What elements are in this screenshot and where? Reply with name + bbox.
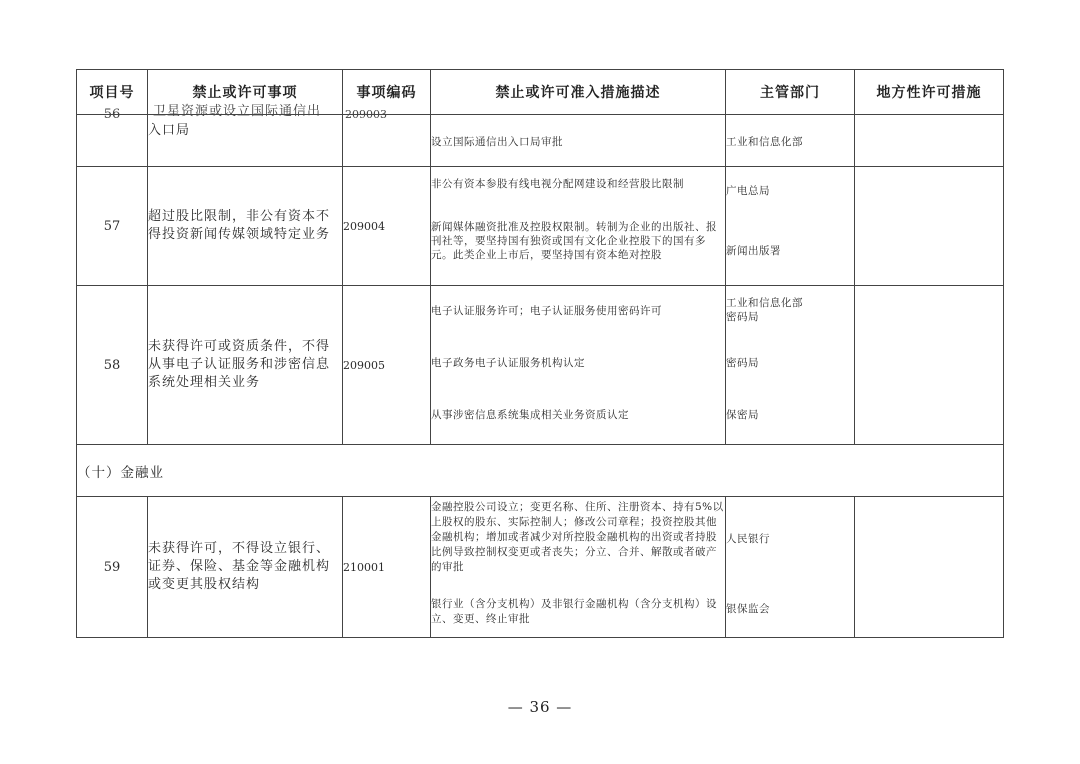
- header-item-code: 事项编码: [343, 70, 431, 115]
- table-row: [77, 286, 1004, 445]
- row-item: 未获得许可或资质条件，不得从事电子认证服务和涉密信息系统处理相关业务: [148, 286, 343, 445]
- measure-description: [431, 115, 726, 167]
- header-local-measures: 地方性许可措施: [855, 70, 1004, 115]
- table-row: [77, 497, 1004, 638]
- permit-table: [76, 69, 1004, 638]
- measure-description-text: 非公有资本参股有线电视分配网建设和经营股比限制: [431, 178, 684, 190]
- measure-description-text: 金融控股公司设立；变更名称、住所、注册资本、持有5%以上股权的股东、实际控制人；修改公司章程；投资控股其他金融机构；增加或者减少对所控股金融机构的出资或者持股比例导致控制权变更或者丧失；分立、合并、解散或者破产的审批: [431, 501, 724, 573]
- measure-description: [431, 167, 726, 286]
- row-item-clipped-text: 卫星资源或设立国际通信出: [153, 104, 322, 119]
- department: [726, 497, 855, 638]
- header-measure-description: 禁止或许可准入措施描述: [431, 70, 726, 115]
- row-number: 58: [77, 286, 148, 445]
- measure-description-text: 新闻媒体融资批准及控股权限制。转制为企业的出版社、报刊社等，要坚持国有独资或国有文化企业控股下的国有多元。此类企业上市后，要坚持国有资本绝对控股: [431, 221, 717, 261]
- row-code: 210001: [343, 497, 431, 638]
- row-code: 209004: [343, 167, 431, 286]
- department: [726, 167, 855, 286]
- local-measures: [855, 167, 1004, 286]
- local-measures: [855, 497, 1004, 638]
- row-item: 未获得许可，不得设立银行、证券、保险、基金等金融机构或变更其股权结构: [148, 497, 343, 638]
- local-measures: [855, 286, 1004, 445]
- measure-description-text: 银行业（含分支机构）及非银行金融机构（含分支机构）设立、变更、终止审批: [431, 598, 717, 625]
- measure-description-text: 从事涉密信息系统集成相关业务资质认定: [431, 409, 629, 421]
- measure-description-text: 设立国际通信出入口局审批: [431, 135, 563, 148]
- measure-description-text: 电子认证服务许可；电子认证服务使用密码许可: [431, 305, 662, 317]
- department: [726, 286, 855, 445]
- header-item: 禁止或许可事项: [148, 70, 343, 115]
- row-item: 超过股比限制，非公有资本不得投资新闻传媒领域特定业务: [148, 167, 343, 286]
- row-number: 57: [77, 167, 148, 286]
- page-number: — 36 —: [507, 698, 573, 716]
- department-text: 工业和信息化部 密码局: [726, 297, 803, 323]
- table-row: [77, 167, 1004, 286]
- measure-description-text: 电子政务电子认证服务机构认定: [431, 357, 585, 369]
- measure-description: [431, 286, 726, 445]
- measure-description: [431, 497, 726, 638]
- header-project-number: 项目号: [77, 70, 148, 115]
- row-item-text: 入口局: [148, 123, 191, 138]
- department-text: 人民银行: [726, 533, 770, 545]
- department-text: 保密局: [726, 409, 759, 421]
- row-number: [77, 107, 148, 167]
- row-number: 59: [77, 497, 148, 638]
- row-item: [148, 104, 343, 167]
- section-title: （十）金融业: [77, 445, 1004, 497]
- section-row: [77, 445, 1004, 497]
- header-department: 主管部门: [726, 70, 855, 115]
- table-row: [77, 115, 1004, 167]
- row-code-text: 209003: [345, 108, 387, 121]
- row-code: 209005: [343, 286, 431, 445]
- department-text: 新闻出版署: [726, 245, 781, 257]
- department-text: 工业和信息化部: [726, 135, 803, 148]
- row-code: [343, 108, 431, 167]
- local-measures: [855, 115, 1004, 167]
- row-number-text: 56: [103, 107, 121, 122]
- department-text: 广电总局: [726, 185, 770, 197]
- department: [726, 115, 855, 167]
- department-text: 密码局: [726, 357, 759, 369]
- department-text: 银保监会: [726, 603, 770, 615]
